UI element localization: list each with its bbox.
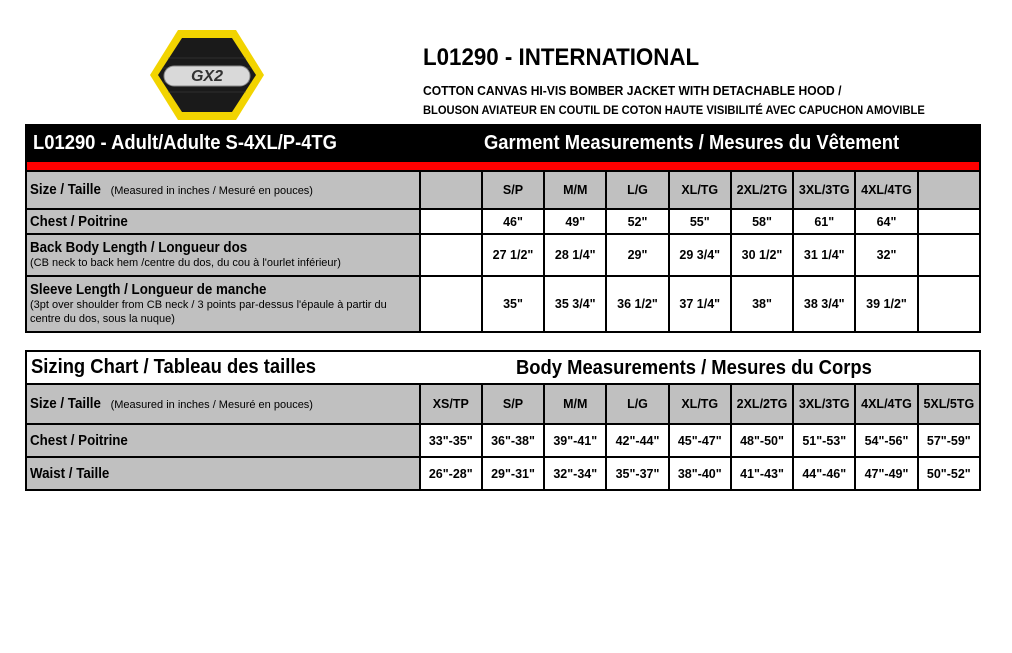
size-header: S/P — [482, 384, 544, 424]
value-cell: 48"-50" — [731, 424, 793, 457]
value-cell: 33"-35" — [420, 424, 482, 457]
value-cell: 38"-40" — [669, 457, 731, 490]
value-cell: 64" — [855, 209, 917, 234]
size-header: XS/TP — [420, 384, 482, 424]
row-label-waist: Waist / Taille — [26, 457, 420, 490]
value-cell: 37 1/4" — [669, 276, 731, 332]
size-header: XL/TG — [669, 384, 731, 424]
value-cell: 29"-31" — [482, 457, 544, 490]
garment-title-right: Garment Measurements / Mesures du Vêtement — [484, 132, 900, 154]
value-cell: 38 3/4" — [793, 276, 855, 332]
size-header: M/M — [544, 384, 606, 424]
size-header: S/P — [482, 171, 544, 209]
size-label-cell: Size / Taille (Measured in inches / Mesuré en pouces) — [26, 384, 420, 424]
value-cell: 36 1/2" — [606, 276, 668, 332]
page-title: L01290 - INTERNATIONAL — [423, 44, 700, 71]
value-cell: 27 1/2" — [482, 234, 544, 276]
value-cell: 46" — [482, 209, 544, 234]
value-cell: 32"-34" — [544, 457, 606, 490]
garment-measurements-table — [25, 124, 981, 333]
size-header: 4XL/4TG — [855, 171, 917, 209]
size-label-cell: Size / Taille (Measured in inches / Mesuré en pouces) — [26, 171, 420, 209]
empty-cell — [918, 234, 980, 276]
row-label-chest: Chest / Poitrine — [26, 209, 420, 234]
value-cell: 58" — [731, 209, 793, 234]
size-header: XL/TG — [669, 171, 731, 209]
size-header: 5XL/5TG — [918, 384, 980, 424]
body-header — [26, 351, 980, 384]
row-label-sleeve-length: Sleeve Length / Longueur de manche (3pt over shoulder from CB neck / 3 points par-dessus l'épaule à partir du centre du dos, sous la nuque) — [26, 276, 420, 332]
value-cell: 55" — [669, 209, 731, 234]
value-cell: 31 1/4" — [793, 234, 855, 276]
size-header: L/G — [606, 384, 668, 424]
value-cell: 61" — [793, 209, 855, 234]
value-cell: 44"-46" — [793, 457, 855, 490]
value-cell: 52" — [606, 209, 668, 234]
value-cell: 35" — [482, 276, 544, 332]
row-label-chest: Chest / Poitrine — [26, 424, 420, 457]
svg-text:GX2: GX2 — [190, 68, 224, 85]
garment-header — [26, 125, 980, 161]
value-cell: 54"-56" — [855, 424, 917, 457]
size-header: 2XL/2TG — [731, 384, 793, 424]
value-cell: 39"-41" — [544, 424, 606, 457]
value-cell: 35 3/4" — [544, 276, 606, 332]
value-cell: 47"-49" — [855, 457, 917, 490]
value-cell: 29 3/4" — [669, 234, 731, 276]
row-label-back-length: Back Body Length / Longueur dos (CB neck to back hem /centre du dos, du cou à l'ourlet inférieur) — [26, 234, 420, 276]
empty-cell — [420, 171, 482, 209]
empty-cell — [918, 171, 980, 209]
body-measurements-table — [25, 350, 981, 491]
empty-cell — [918, 209, 980, 234]
empty-cell — [420, 209, 482, 234]
size-header: 3XL/3TG — [793, 171, 855, 209]
value-cell: 51"-53" — [793, 424, 855, 457]
value-cell: 39 1/2" — [855, 276, 917, 332]
value-cell: 28 1/4" — [544, 234, 606, 276]
value-cell: 26"-28" — [420, 457, 482, 490]
product-subtitle-en: COTTON CANVAS HI-VIS BOMBER JACKET WITH DETACHABLE HOOD / — [423, 83, 842, 98]
body-title-left: Sizing Chart / Tableau des tailles — [31, 356, 316, 378]
red-divider — [26, 161, 980, 171]
value-cell: 41"-43" — [731, 457, 793, 490]
value-cell: 35"-37" — [606, 457, 668, 490]
empty-cell — [918, 276, 980, 332]
size-header: 3XL/3TG — [793, 384, 855, 424]
value-cell: 50"-52" — [918, 457, 980, 490]
value-cell: 45"-47" — [669, 424, 731, 457]
value-cell: 49" — [544, 209, 606, 234]
garment-title-left: L01290 - Adult/Adulte S-4XL/P-4TG — [33, 131, 337, 154]
size-header: 4XL/4TG — [855, 384, 917, 424]
size-header: M/M — [544, 171, 606, 209]
size-header: 2XL/2TG — [731, 171, 793, 209]
size-header: L/G — [606, 171, 668, 209]
product-subtitle-fr: BLOUSON AVIATEUR EN COUTIL DE COTON HAUTE VISIBILITÉ AVEC CAPUCHON AMOVIBLE — [423, 103, 925, 117]
value-cell: 36"-38" — [482, 424, 544, 457]
value-cell: 38" — [731, 276, 793, 332]
value-cell: 29" — [606, 234, 668, 276]
empty-cell — [420, 234, 482, 276]
value-cell: 57"-59" — [918, 424, 980, 457]
empty-cell — [420, 276, 482, 332]
body-title-right: Body Measurements / Mesures du Corps — [516, 357, 872, 379]
value-cell: 30 1/2" — [731, 234, 793, 276]
value-cell: 42"-44" — [606, 424, 668, 457]
gx2-logo — [148, 28, 266, 122]
value-cell: 32" — [855, 234, 917, 276]
